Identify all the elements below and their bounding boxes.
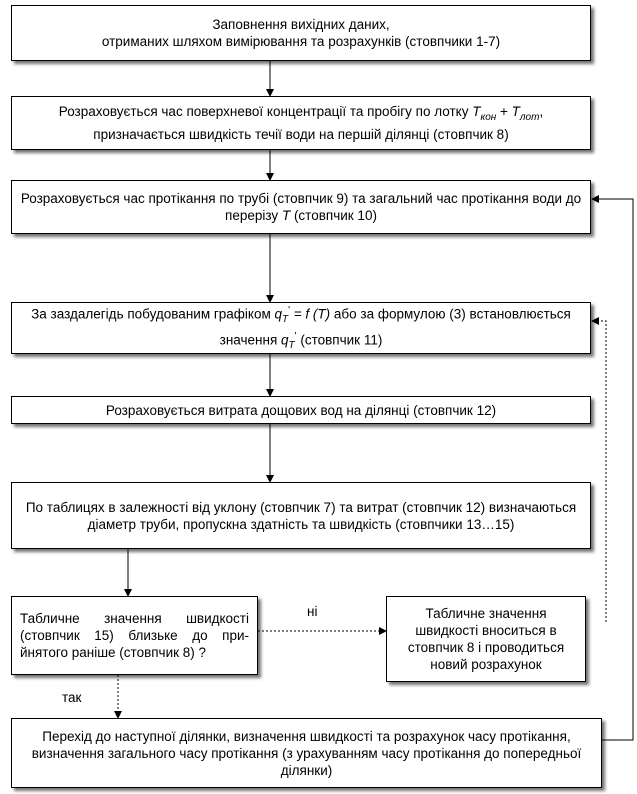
step4-text-pre: За заздалегідь побудованим графіком bbox=[31, 306, 275, 322]
step2-t-lot: Т bbox=[511, 104, 520, 120]
step2-t-kon-sub: кон bbox=[480, 111, 497, 123]
step4-text-mid: або за формулою (3) встановлюється значення bbox=[219, 306, 571, 348]
step-next-section bbox=[11, 718, 602, 788]
step-pipe-diameter-tables bbox=[11, 482, 591, 549]
step4-q2-sup: ' bbox=[294, 331, 297, 342]
step4-text-post: (стовпчик 11) bbox=[296, 332, 383, 348]
step3-t: Т bbox=[281, 208, 291, 223]
step-rain-water-flow bbox=[11, 396, 591, 424]
step4-q2-sub: T bbox=[288, 340, 295, 352]
step4-q-sup: ' bbox=[288, 304, 291, 316]
step4-eq: = f (T) bbox=[290, 306, 331, 322]
step2-plus: + bbox=[496, 104, 512, 120]
step7-text: Табличне значення швидкості (стовпчик 15) близьке до при-йнятого раніше (стовпчик 8) ? bbox=[20, 611, 249, 660]
step5-text: Розраховується витрата дощових вод на ділянці (стовпчик 12) bbox=[105, 402, 497, 418]
step2-t-kon: Т bbox=[472, 104, 481, 120]
label-yes: так bbox=[62, 690, 82, 705]
step-graph-or-formula bbox=[11, 302, 591, 354]
label-no: ні bbox=[307, 604, 318, 619]
step4-q: q bbox=[274, 306, 283, 322]
step2-text-pre: Розраховується час поверхневої концентрації та пробігу по лотку bbox=[58, 104, 473, 120]
step3-text-pre: Розраховується час протікання по трубі (стовпчик 9) та загальний час протікання води до перерізу bbox=[20, 191, 582, 223]
step8-text: Табличне значення швидкості вноситься в стовпчик 8 і проводиться новий розрахунок bbox=[407, 606, 565, 672]
loop-s8-to-s4 bbox=[592, 321, 606, 622]
step1-line2: отриманих шляхом вимірювання та розрахунків (стовпчики 1-7) bbox=[101, 34, 501, 49]
step-pipe-flow-time bbox=[11, 180, 591, 234]
step2-t-lot-sub: лот bbox=[519, 111, 540, 123]
step4-q2: q bbox=[281, 332, 289, 348]
loop-s9-to-s3 bbox=[592, 199, 633, 740]
decision-speed-close bbox=[11, 596, 258, 675]
step3-text-post: (стовпчик 10) bbox=[290, 208, 377, 223]
step-new-calculation bbox=[386, 596, 586, 682]
step-surface-concentration-time bbox=[11, 96, 591, 150]
step1-line1: Заповнення вихідних даних, bbox=[212, 17, 390, 32]
step-fill-initial-data bbox=[11, 5, 591, 61]
step9-text: Перехід до наступної ділянки, визначення швидкості та розрахунок часу протікання, визначення загального часу протікання (з урахуванням часу протікання до попередньої ділянки) bbox=[31, 728, 582, 778]
step4-q-sub: T bbox=[282, 314, 289, 325]
step6-text: По таблицях в залежності від уклону (стовпчик 7) та витрат (стовпчик 12) визначаються діаметр труби, пропускна здатність та швидкість (стовпчики 13…15) bbox=[25, 499, 577, 532]
step2-text-post: , призначається швидкість течії води на першій ділянці (стовпчик 8) bbox=[93, 104, 544, 142]
